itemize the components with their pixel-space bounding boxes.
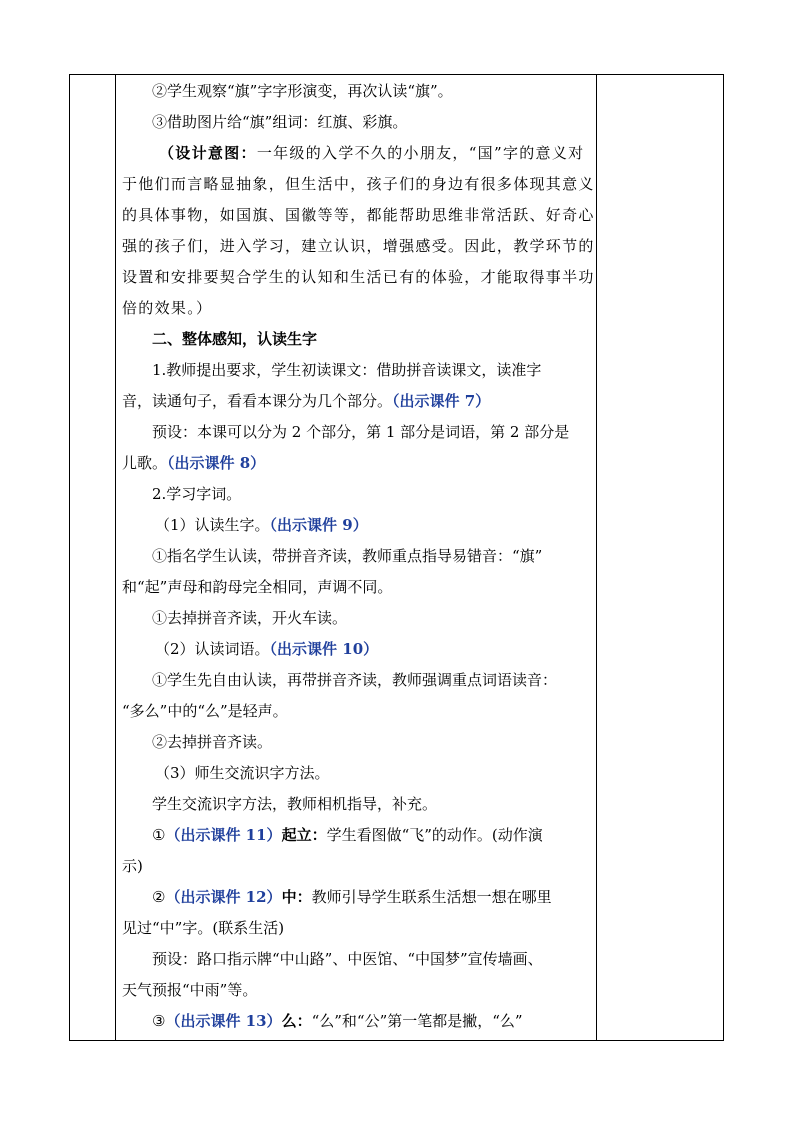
lesson-content	[122, 75, 595, 1037]
text-line: 1.教师提出要求，学生初读课文：借助拼音读课文，读准字	[152, 361, 542, 379]
text-line: 2.学习字词。	[152, 485, 242, 503]
character-label: 么：	[281, 1012, 312, 1030]
design-intent-line: 强的孩子们，进入学习，建立认识，增强感受。因此，教学环节的	[122, 237, 595, 255]
text-line: ③（出示课件 13）么：“么”和“公”第一笔都是撇，“么”	[152, 1012, 523, 1030]
design-intent-label: （设计意图：	[159, 144, 257, 162]
text-line: 儿歌。（出示课件 8）	[122, 454, 266, 472]
text-line: 音，读通句子，看看本课分为几个部分。（出示课件 7）	[122, 392, 491, 410]
text-line: ①指名学生认读，带拼音齐读，教师重点指导易错音：“旗”	[152, 547, 543, 565]
design-intent-line: （设计意图：一年级的入学不久的小朋友，“国”字的意义对	[159, 144, 585, 162]
courseware-tag: （出示课件 10）	[269, 640, 379, 658]
character-label: 起立：	[281, 826, 327, 844]
text-line: ②（出示课件 12）中：教师引导学生联系生活想一想在哪里	[152, 888, 552, 906]
text-line: ③借助图片给“旗”组词：红旗、彩旗。	[152, 113, 408, 131]
design-intent-line: 设置和安排要契合学生的认知和生活已有的体验，才能取得事半功	[122, 268, 595, 286]
courseware-tag: （出示课件 8）	[167, 454, 266, 472]
courseware-tag: （出示课件 9）	[269, 516, 368, 534]
courseware-tag: （出示课件 12）	[165, 888, 282, 906]
text-line: ①去掉拼音齐读，开火车读。	[152, 609, 348, 627]
text-line: 示)	[122, 857, 143, 875]
text-line: ①（出示课件 11）起立：学生看图做“飞”的动作。(动作演	[152, 826, 543, 844]
text-line: 学生交流识字方法，教师相机指导，补充。	[152, 795, 438, 813]
text-line: “多么”中的“么”是轻声。	[122, 702, 288, 720]
design-intent-line: 倍的效果。）	[122, 299, 213, 317]
courseware-tag: （出示课件 13）	[165, 1012, 282, 1030]
character-label: 中：	[281, 888, 312, 906]
lesson-table	[69, 74, 724, 1041]
text-line: ②去掉拼音齐读。	[152, 733, 273, 751]
courseware-tag: （出示课件 11）	[165, 826, 282, 844]
table-column-divider-right	[596, 75, 597, 1040]
text-line: 天气预报“中雨”等。	[122, 981, 258, 999]
text-line: 预设：本课可以分为 2 个部分，第 1 部分是词语，第 2 部分是	[152, 423, 570, 441]
text-line: ①学生先自由认读，再带拼音齐读，教师强调重点词语读音：	[152, 671, 558, 689]
design-intent-line: 于他们而言略显抽象，但生活中，孩子们的身边有很多体现其意义	[122, 175, 595, 193]
courseware-tag: （出示课件 7）	[392, 392, 491, 410]
text-line: ②学生观察“旗”字字形演变，再次认读“旗”。	[152, 82, 453, 100]
text-line: （2）认读词语。（出示课件 10）	[155, 640, 379, 658]
text-line: 和“起”声母和韵母完全相同，声调不同。	[122, 578, 393, 596]
text-line: （1）认读生字。（出示课件 9）	[155, 516, 368, 534]
text-line: （3）师生交流识字方法。	[155, 764, 330, 782]
text-line: 见过“中”字。(联系生活)	[122, 919, 285, 937]
table-column-divider-left	[115, 75, 116, 1040]
section-heading: 二、整体感知，认读生字	[152, 330, 318, 348]
text-line: 预设：路口指示牌“中山路”、中医馆、“中国梦”宣传墙画、	[152, 950, 543, 968]
design-intent-line: 的具体事物，如国旗、国徽等等，都能帮助思维非常活跃、好奇心	[122, 206, 595, 224]
